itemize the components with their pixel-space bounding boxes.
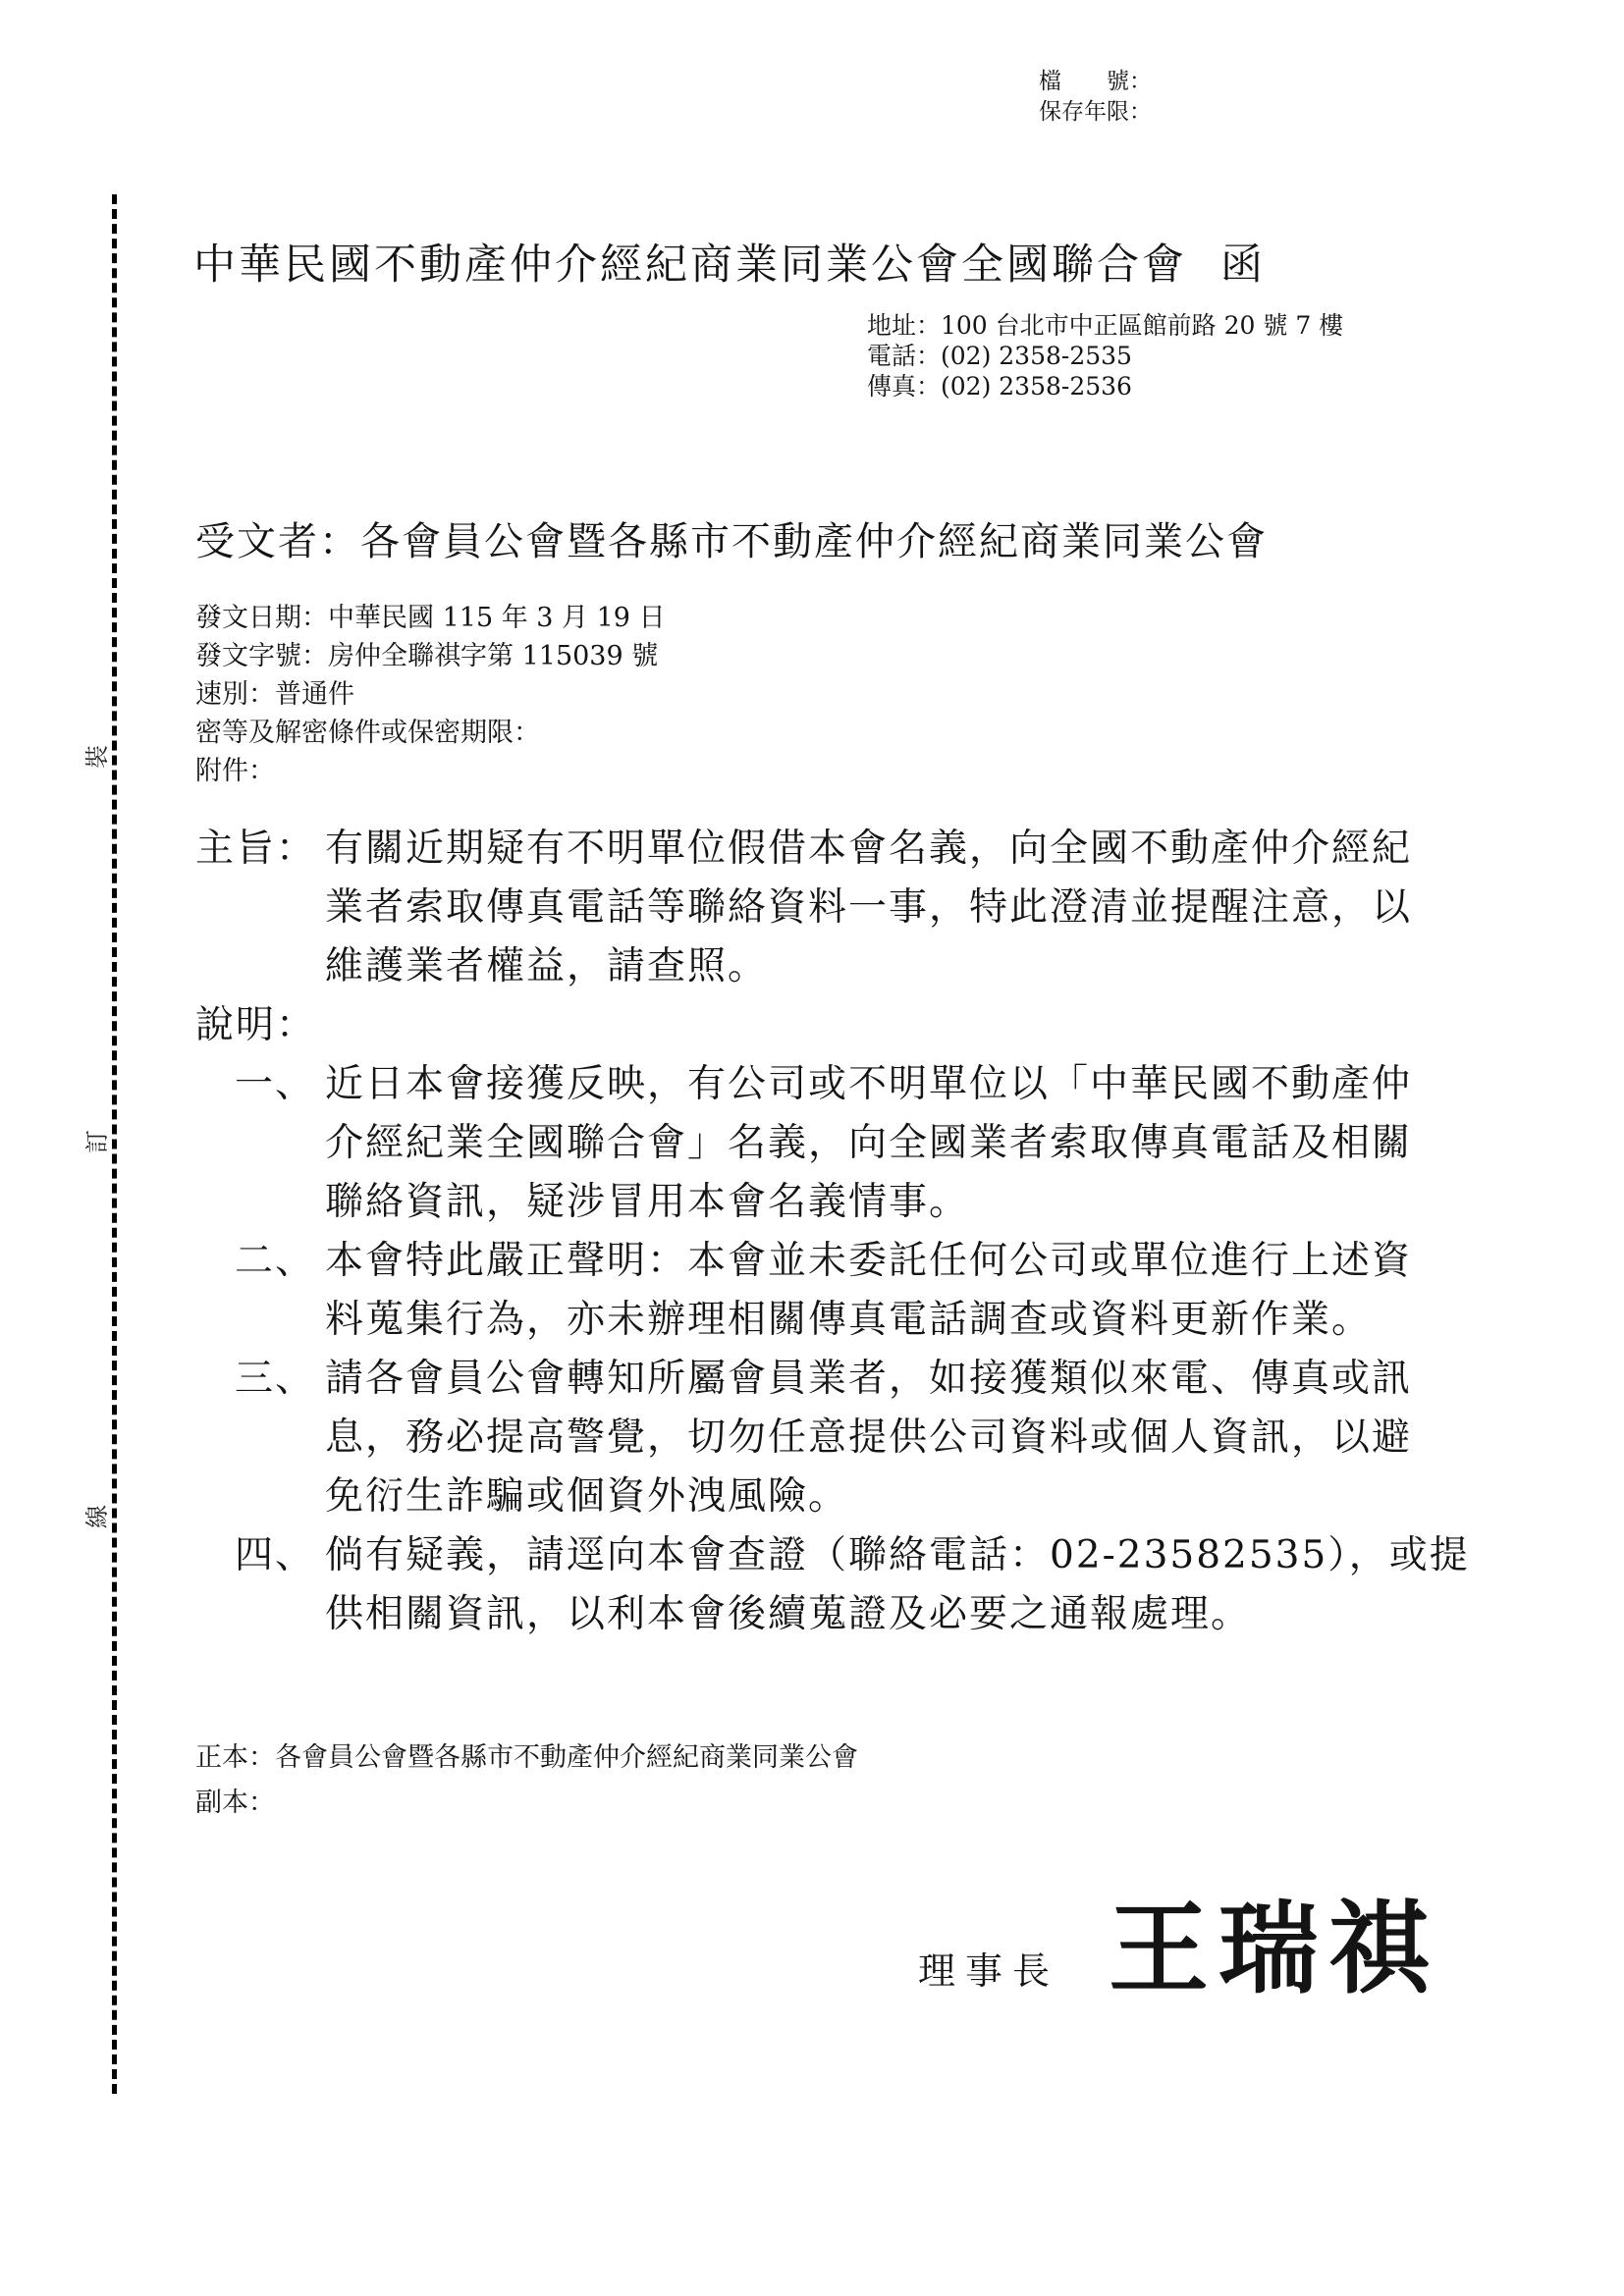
subject-text: 有關近期疑有不明單位假借本會名義，向全國不動產仲介經紀 [325, 827, 1413, 871]
meta-issue-date: 發文日期：中華民國 115 年 3 月 19 日 [195, 603, 666, 633]
item-text: 請各會員公會轉知所屬會員業者，如接獲類似來電、傳真或訊 [325, 1357, 1413, 1401]
item-number: 三、 [235, 1357, 316, 1401]
meta-speed-class: 速別：普通件 [195, 679, 354, 710]
chairman-name: 王瑞祺 [1109, 1891, 1439, 2008]
item-number: 一、 [235, 1062, 316, 1106]
chairman-title: 理事長 [918, 1949, 1060, 1993]
subject-line [195, 820, 1412, 879]
org-address: 地址：100 台北市中正區館前路 20 號 7 樓 [867, 311, 1344, 340]
meta-security-class: 密等及解密條件或保密期限： [195, 718, 540, 748]
explanation-item-line [195, 1526, 1470, 1585]
org-fax: 傳真：(02) 2358-2536 [867, 372, 1132, 400]
subject-line: 維護業者權益，請查照。 [325, 944, 769, 988]
org-name: 中華民國不動產仲介經紀商業同業公會全國聯合會 [193, 240, 1187, 290]
copy-cc-line: 副本： [195, 1788, 275, 1818]
binding-mark-zhuang: 裝 [83, 745, 111, 769]
document-type: 函 [1220, 240, 1266, 290]
subject-section [195, 820, 1412, 996]
binding-mark-ding: 訂 [83, 1130, 111, 1153]
copies-block [195, 1735, 858, 1826]
copy-original-line: 正本：各會員公會暨各縣市不動產仲介經紀商業同業公會 [195, 1742, 858, 1773]
explanation-item-line [195, 1055, 1470, 1114]
item-text: 倘有疑義，請逕向本會查證（聯絡電話：02-23582535），或提 [325, 1533, 1470, 1577]
item-text: 近日本會接獲反映，有公司或不明單位以「中華民國不動產仲 [325, 1062, 1413, 1106]
explanation-item-line: 介經紀業全國聯合會」名義，向全國業者索取傳真電話及相關 [325, 1121, 1413, 1165]
subject-line: 業者索取傳真電話等聯絡資料一事，特此澄清並提醒注意，以 [325, 885, 1413, 930]
binding-mark-xian: 線 [83, 1505, 111, 1528]
item-text: 本會特此嚴正聲明：本會並未委託任何公司或單位進行上述資 [325, 1239, 1413, 1283]
retention-period-label: 保存年限： [1039, 99, 1152, 125]
explanation-item-line: 聯絡資訊，疑涉冒用本會名義情事。 [325, 1180, 970, 1224]
signature-block [918, 1870, 1438, 2013]
recipient-line: 受文者：各會員公會暨各縣市不動產仲介經紀商業同業公會 [195, 519, 1268, 564]
item-number: 四、 [235, 1533, 316, 1577]
file-header [1039, 67, 1152, 128]
explanation-item-line: 供相關資訊，以利本會後續蒐證及必要之通報處理。 [325, 1592, 1252, 1636]
meta-doc-number: 發文字號：房仲全聯祺字第 115039 號 [195, 641, 659, 671]
explanation-item-line: 息，務必提高警覺，切勿任意提供公司資料或個人資訊，以避 [325, 1415, 1413, 1460]
org-phone: 電話：(02) 2358-2535 [867, 342, 1132, 370]
document-meta-block [195, 599, 666, 790]
explanation-items [195, 1055, 1470, 1644]
explanation-item-line [195, 1350, 1470, 1409]
org-contact-block [867, 310, 1343, 401]
explanation-heading: 說明： [195, 1003, 317, 1047]
explanation-item-line: 料蒐集行為，亦未辦理相關傳真電話調查或資料更新作業。 [325, 1298, 1373, 1342]
explanation-item-line [195, 1232, 1470, 1291]
explanation-item-line: 免衍生詐騙或個資外洩風險。 [325, 1474, 849, 1519]
binding-dashed-line [112, 194, 117, 2094]
item-number: 二、 [235, 1239, 316, 1283]
subject-label: 主旨： [195, 827, 317, 871]
file-number-label: 檔 號： [1039, 69, 1152, 94]
meta-attachment: 附件： [195, 756, 275, 786]
document-title [193, 232, 1266, 292]
